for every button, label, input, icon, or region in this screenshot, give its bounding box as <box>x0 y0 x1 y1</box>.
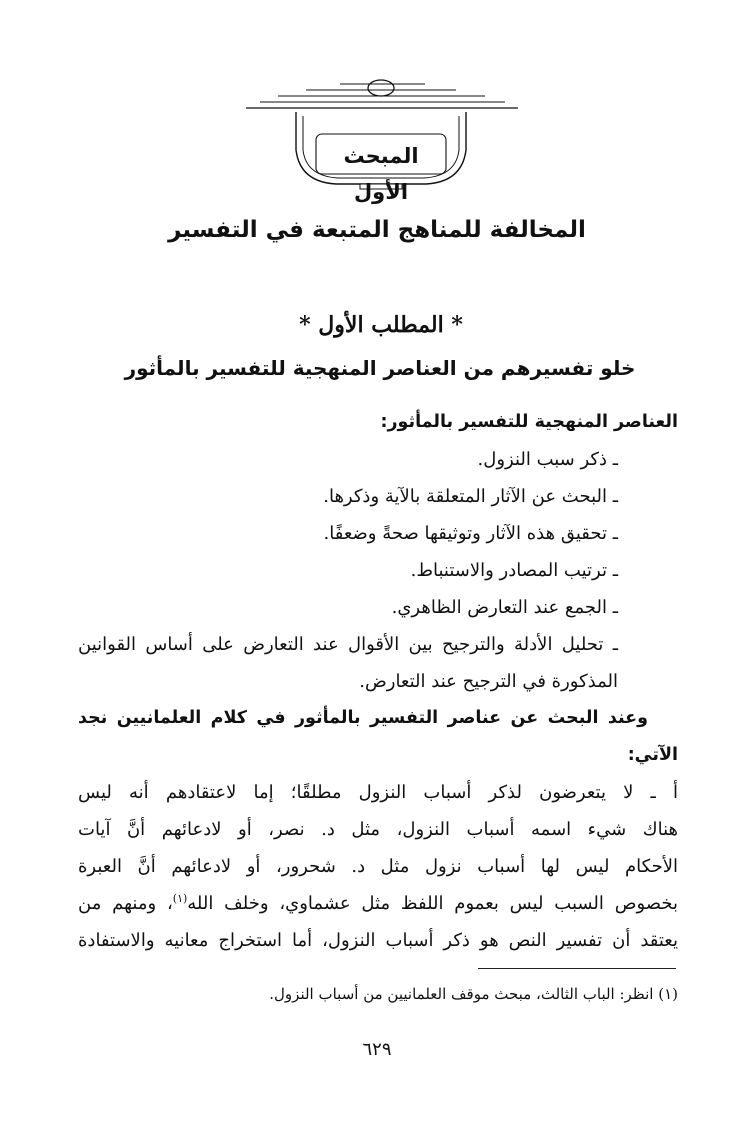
paragraph-line: هناك شيء اسمه أسباب النزول، مثل د. نصر، أو لادعائهم أنَّ آيات <box>78 819 678 840</box>
list-item: ـ البحث عن الآثار المتعلقة بالآية وذكرها. <box>323 486 618 507</box>
bold-paragraph: وعند البحث عن عناصر التفسير بالمأثور في كلام العلمانيين نجد الآتي: <box>78 708 678 765</box>
list-item: ـ ترتيب المصادر والاستنباط. <box>410 560 618 581</box>
paragraph-line <box>78 885 678 922</box>
list-item: ـ تحليل الأدلة والترجيح بين الأقوال عند التعارض على أساس القوانين المذكورة في الترجيح عند التعارض. <box>78 634 618 692</box>
list-item: ـ الجمع عند التعارض الظاهري. <box>391 597 618 618</box>
paragraph-line: الأحكام ليس لها أسباب نزول مثل د. شحرور، أو لادعائهم أنَّ العبرة <box>78 856 678 877</box>
footnote-reference[interactable]: (١) <box>172 892 188 905</box>
paragraph-line-part: بخصوص السبب ليس بعموم اللفظ مثل عشماوي، وخلف الله <box>187 893 678 914</box>
list-item: ـ تحقيق هذه الآثار وتوثيقها صحةً وضعفًا. <box>323 523 618 544</box>
list-item: ـ ذكر سبب النزول. <box>477 449 618 470</box>
section-title: خلو تفسيرهم من العناصر المنهجية للتفسير بالمأثور <box>124 356 636 380</box>
section-label: * المطلب الأول * <box>299 312 463 338</box>
body-text <box>78 404 678 959</box>
footnote: (١) انظر: الباب الثالث، مبحث موقف العلمانيين من أسباب النزول. <box>269 985 678 1003</box>
chapter-title: المخالفة للمناهج المتبعة في التفسير <box>168 217 586 243</box>
chapter-label: المبحث الأول <box>343 144 419 204</box>
paragraph-line-part: ، ومنهم من <box>78 893 173 914</box>
page-number: ٦٢٩ <box>362 1039 392 1060</box>
paragraph-line: أ ـ لا يتعرضون لذكر أسباب النزول مطلقًا؛ إما لاعتقادهم أنه ليس <box>78 782 678 803</box>
footnote-separator <box>478 968 676 969</box>
paragraph-line: يعتقد أن تفسير النص هو ذكر أسباب النزول، أما استخراج معانيه والاستفادة <box>78 930 678 951</box>
elements-heading: العناصر المنهجية للتفسير بالمأثور: <box>380 412 678 432</box>
